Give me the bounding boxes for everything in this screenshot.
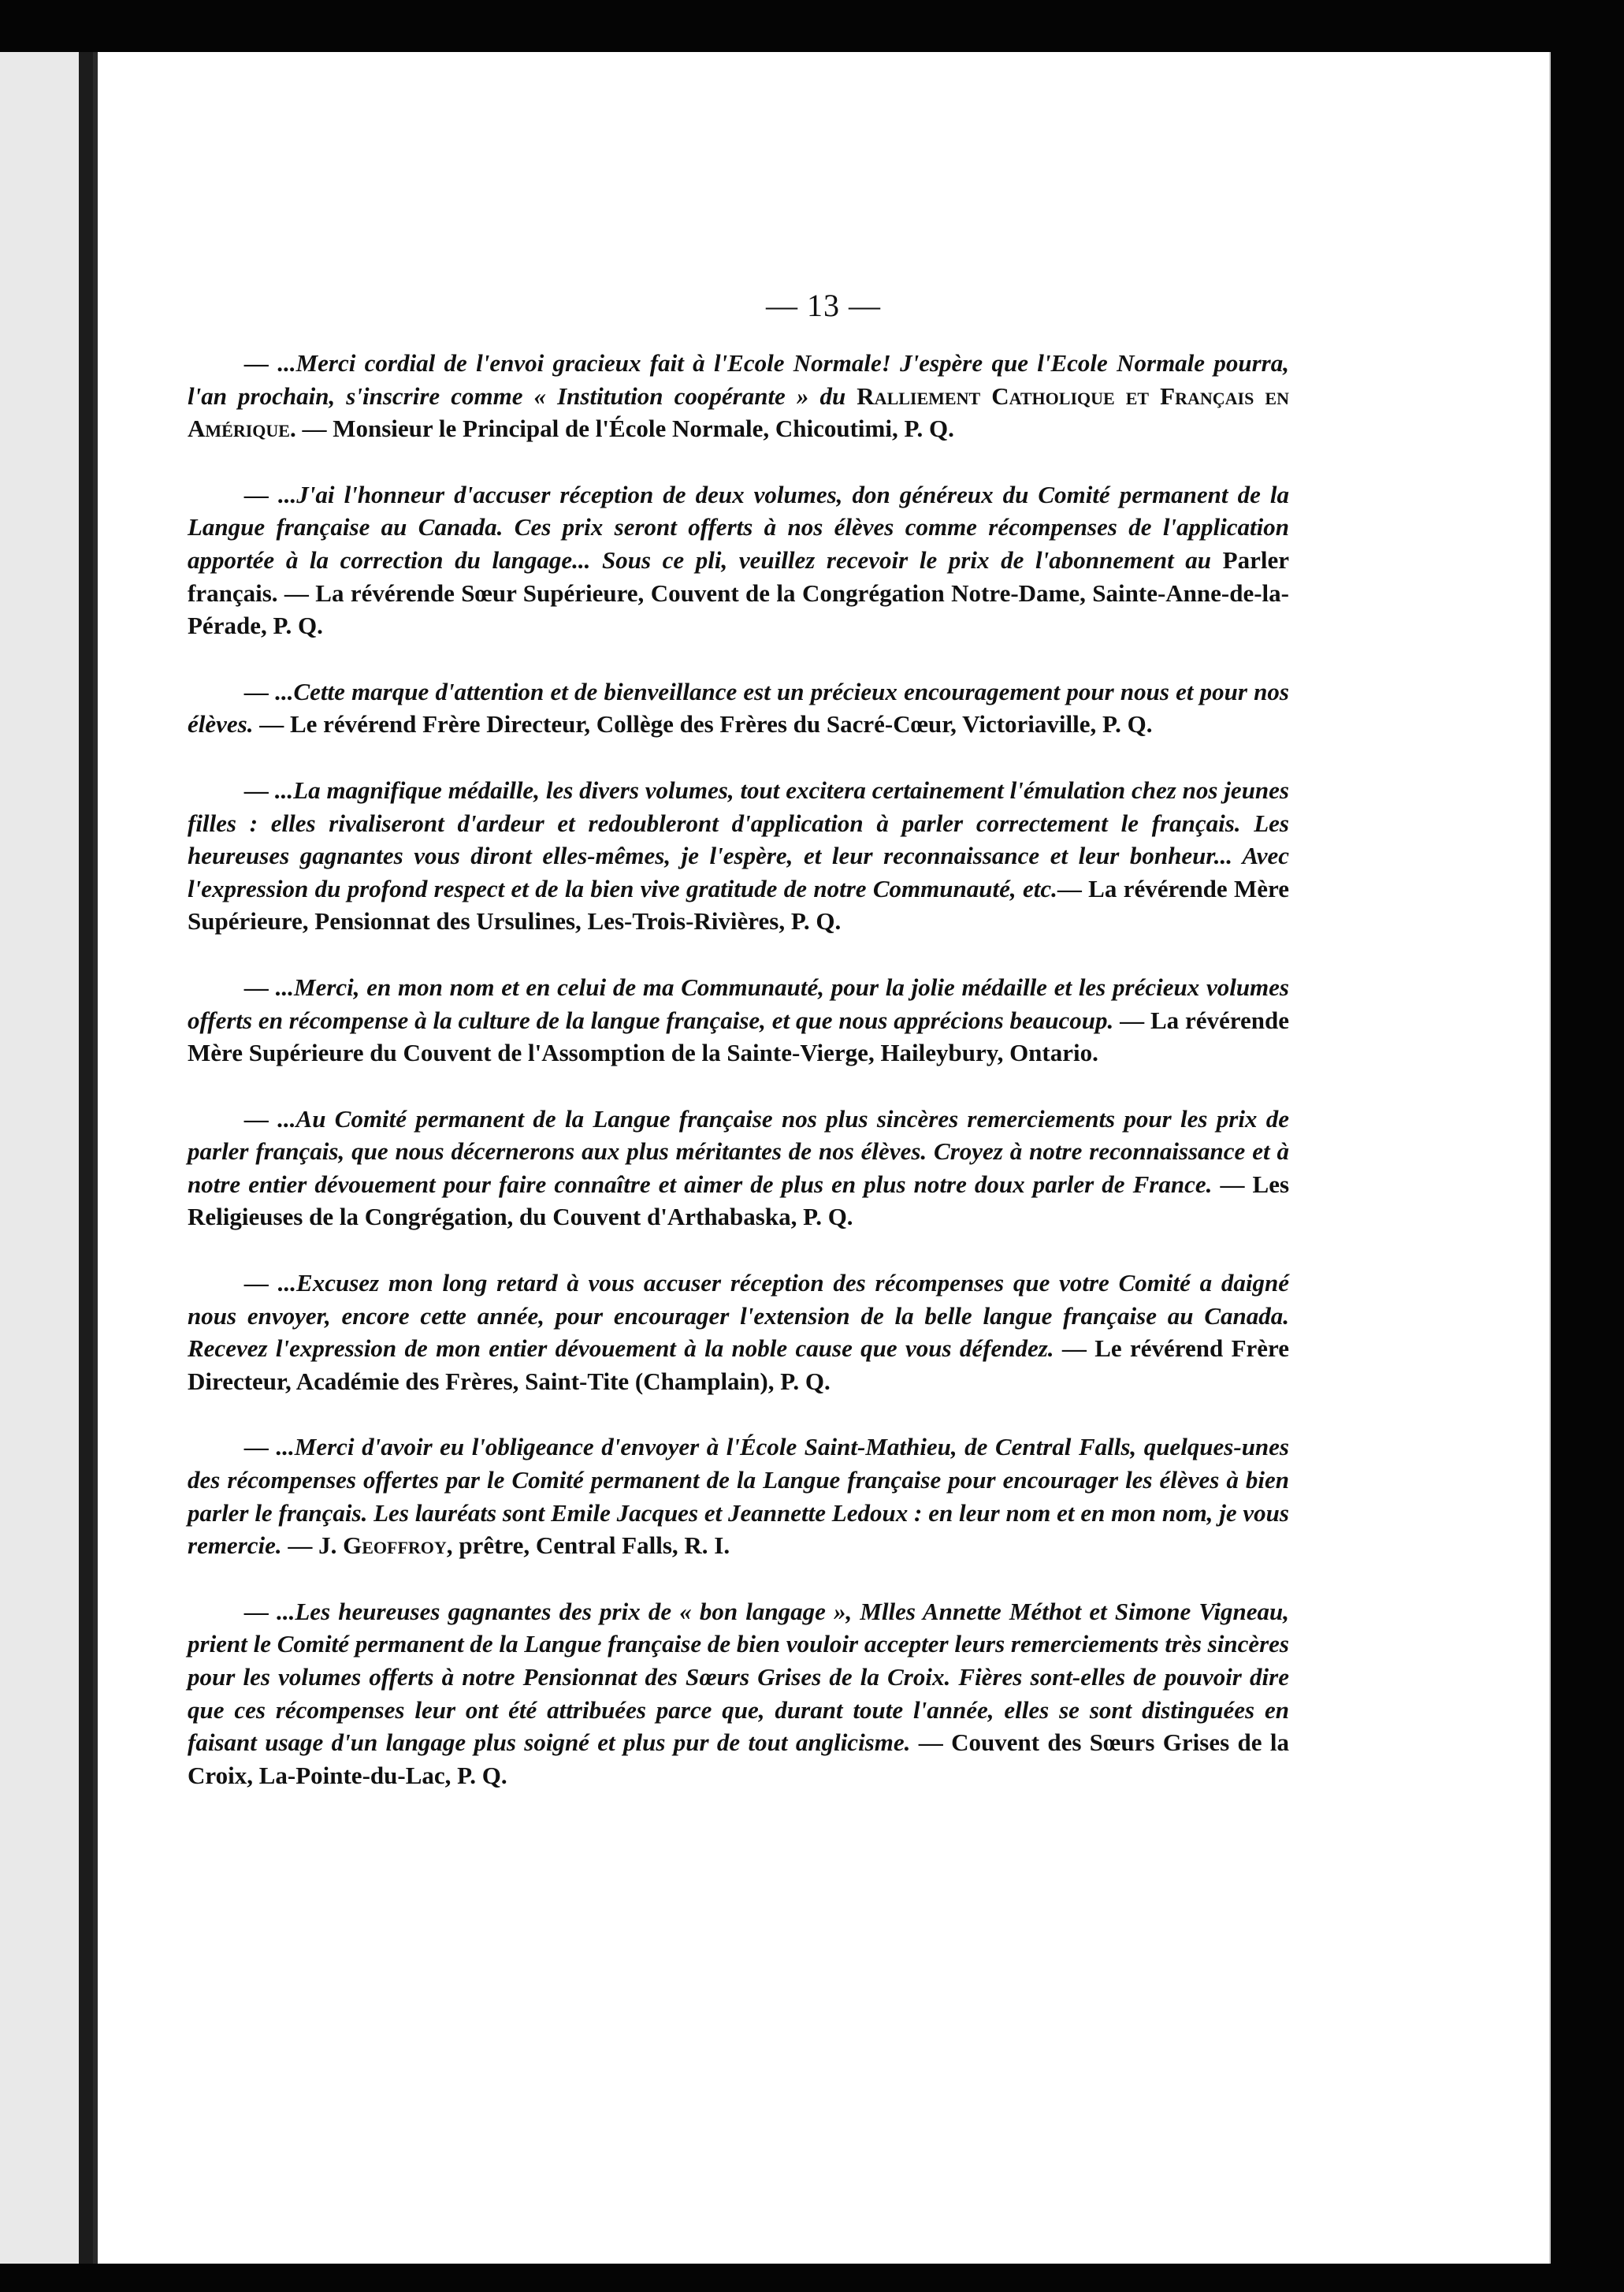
letter-attribution: — Le révérend Frère Directeur, Collège des Frères du Sacré-Cœur, Victoriaville, P. Q. — [253, 710, 1153, 739]
letter-attribution: — La révérende Mère Supérieure, Pensionnat des Ursulines, Les-Trois-Rivières, P. Q. — [188, 874, 1289, 936]
letter-quote: — ...Merci d'avoir eu l'obligeance d'envoyer à l'École Saint-Mathieu, de Central Falls, quelques-unes des récompenses offertes par le Comité permanent de la Langue française pour encourager les élèves à bien parler le français. Les lauréats sont Emile Jacques et Jeannette Ledoux : en leur nom et en mon nom, je vous remercie. — [188, 1433, 1289, 1560]
letter-attribution: — Monsieur le Principal de l'École Normale, Chicoutimi, P. Q. — [295, 415, 954, 443]
letter-quote: — ...La magnifique médaille, les divers volumes, tout excitera certainement l'émulation chez nos jeunes filles : elles rivaliseront d'ardeur et redoubleront d'application à parler correctement le français. Les heureuses gagnantes vous diront elles-mêmes, je l'espère, et leur reconnaissance et leur bonheur... Avec l'expression du profond respect et de la bien vive gratitude de notre Communauté, etc. — [188, 776, 1289, 902]
letter-paragraph — [188, 1431, 1289, 1561]
letter-paragraph — [188, 675, 1289, 741]
letter-quote: — ...Merci, en mon nom et en celui de ma Communauté, pour la jolie médaille et les précieux volumes offerts en récompense à la culture de la langue française, et que nous apprécions beaucoup. — [188, 973, 1289, 1034]
page-gutter — [79, 52, 93, 2264]
letters-body — [188, 347, 1289, 1825]
letter-paragraph — [188, 1267, 1289, 1397]
letter-quote: — ...J'ai l'honneur d'accuser réception de deux volumes, don généreux du Comité permanent de la Langue française au Canada. Ces prix seront offerts à nos élèves comme récompenses de l'application apportée à la correction du langage... Sous ce pli, veuillez recevoir le prix de l'abonnement au — [188, 480, 1289, 574]
letter-attribution: — Les Religieuses de la Congrégation, du Couvent d'Arthabaska, P. Q. — [188, 1170, 1290, 1231]
letter-attribution: — Couvent des Sœurs Grises de la Croix, La-Pointe-du-Lac, P. Q. — [188, 1728, 1289, 1789]
letter-attribution: Parler français. — La révérende Sœur Supérieure, Couvent de la Congrégation Notre-Dame, Sainte-Anne-de-la-Pérade, P. Q. — [188, 545, 1290, 640]
signatory-name: — J. Geoffroy, — [281, 1531, 453, 1560]
letter-quote: — ...Les heureuses gagnantes des prix de « bon langage », Mlles Annette Méthot et Simone Vigneau, prient le Comité permanent de la Langue française de bien vouloir accepter leurs remerciements très sincères pour les volumes offerts à notre Pensionnat des Sœurs Grises de la Croix. Fières sont-elles de pouvoir dire que ces récompenses leur ont été attribuées parce que, durant toute l'année, elles se sont distinguées en faisant usage d'un langage plus soigné et plus pur de tout anglicisme. — [188, 1597, 1289, 1757]
letter-paragraph — [188, 1595, 1289, 1792]
letter-attribution: prêtre, Central Falls, R. I. — [452, 1531, 730, 1560]
organization-name: Ralliement Catholique et Français en Amérique. — [188, 381, 1289, 443]
letter-attribution: — La révérende Mère Supérieure du Couvent de l'Assomption de la Sainte-Vierge, Haileybury, Ontario. — [188, 1006, 1290, 1067]
letter-paragraph — [188, 478, 1289, 642]
letter-quote: — ...Excusez mon long retard à vous accuser réception des récompenses que votre Comité a daigné nous envoyer, encore cette année, pour encourager l'extension de la belle langue française au Canada. Recevez l'expression de mon entier dévouement à la noble cause que vous défendez. — [188, 1269, 1289, 1363]
letter-paragraph — [188, 774, 1289, 938]
letter-attribution: — Le révérend Frère Directeur, Académie des Frères, Saint-Tite (Champlain), P. Q. — [188, 1334, 1289, 1395]
page-number: — 13 — — [766, 288, 881, 323]
letter-paragraph — [188, 347, 1289, 445]
letter-paragraph — [188, 1103, 1289, 1233]
letter-quote: — ...Merci cordial de l'envoi gracieux fait à l'Ecole Normale! J'espère que l'Ecole Normale pourra, l'an prochain, s'inscrire comme « Institution coopérante » du — [188, 349, 1289, 410]
letter-quote: — ...Au Comité permanent de la Langue française nos plus sincères remerciements pour les prix de parler français, que nous décernerons aux plus méritantes de nos élèves. Croyez à notre reconnaissance et à notre entier dévouement pour faire connaître et aimer de plus en plus notre doux parler de France. — [188, 1104, 1289, 1198]
letter-paragraph — [188, 971, 1289, 1070]
facing-page-edge — [0, 52, 79, 2264]
letter-quote: — ...Cette marque d'attention et de bienveillance est un précieux encouragement pour nous et pour nos élèves. — [188, 677, 1289, 739]
